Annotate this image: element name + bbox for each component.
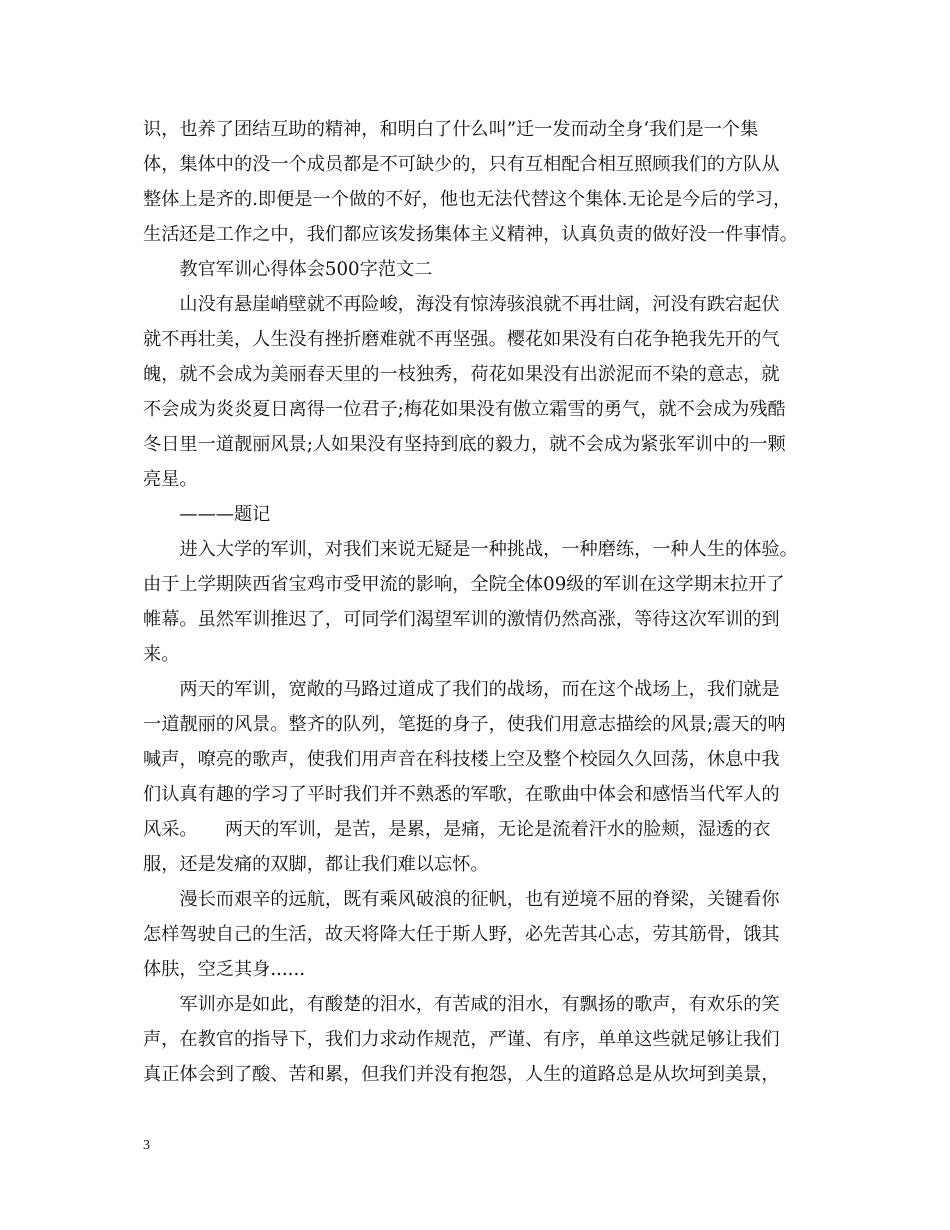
text-line: 体，集体中的没一个成员都是不可缺少的，只有互相配合相互照顾我们的方队从 <box>143 154 780 175</box>
text-line: 由于上学期陕西省宝鸡市受甲流的影响，全院全体09级的军训在这学期末拉开了 <box>143 574 785 595</box>
text-line: 冬日里一道靓丽风景;人如果没有坚持到底的毅力，就不会成为紧张军训中的一颗 <box>143 434 786 455</box>
text-line: 亮星。 <box>143 469 198 490</box>
text-line: 识，也养了团结互助的精神，和明白了什么叫”迁一发而动全身‘我们是一个集 <box>143 119 759 140</box>
text-line: 怎样驾驶自己的生活，故天将降大任于斯人野，必先苦其心志，劳其筋骨，饿其 <box>143 924 780 945</box>
text-line: 就不再壮美，人生没有挫折磨难就不再坚强。樱花如果没有白花争艳我先开的气 <box>143 329 780 350</box>
text-line: ———题记 <box>143 504 271 525</box>
text-line: 声，在教官的指导下，我们力求动作规范，严谨、有序，单单这些就足够让我们 <box>143 1029 780 1050</box>
text-line: 生活还是工作之中，我们都应该发扬集体主义精神，认真负责的做好没一件事情。 <box>143 224 798 245</box>
text-line: 进入大学的军训，对我们来说无疑是一种挑战，一种磨练，一种人生的体验。 <box>143 539 798 560</box>
text-line: 真正体会到了酸、苦和累，但我们并没有抱怨，人生的道路总是从坎坷到美景， <box>143 1064 780 1085</box>
text-line: 一道靓丽的风景。整齐的队列，笔挺的身子，使我们用意志描绘的风景;震天的呐 <box>143 714 786 735</box>
text-line: 整体上是齐的.即便是一个做的不好，他也无法代替这个集体.无论是今后的学习， <box>143 189 792 210</box>
text-line: 魄，就不会成为美丽春天里的一枝独秀，荷花如果没有出淤泥而不染的意志，就 <box>143 364 780 385</box>
text-line: 教官军训心得体会500字范文二 <box>143 259 433 280</box>
text-line: 漫长而艰辛的远航，既有乘风破浪的征帆，也有逆境不屈的脊梁，关键看你 <box>143 889 780 910</box>
text-line: 体肤，空乏其身...... <box>143 959 306 980</box>
text-line: 军训亦是如此，有酸楚的泪水，有苦咸的泪水，有飘扬的歌声，有欢乐的笑 <box>143 994 780 1015</box>
body-text <box>143 112 823 1092</box>
text-line: 两天的军训，宽敞的马路过道成了我们的战场，而在这个战场上，我们就是 <box>143 679 780 700</box>
text-line: 帷幕。虽然军训推迟了，可同学们渴望军训的激情仍然高涨，等待这次军训的到 <box>143 609 780 630</box>
text-line: 不会成为炎炎夏日离得一位君子;梅花如果没有傲立霜雪的勇气，就不会成为残酷 <box>143 399 786 420</box>
text-line: 服，还是发痛的双脚，都让我们难以忘怀。 <box>143 854 489 875</box>
page-number: 3 <box>143 1138 150 1153</box>
text-line: 喊声，嘹亮的歌声，使我们用声音在科技楼上空及整个校园久久回荡，休息中我 <box>143 749 780 770</box>
text-line: 山没有悬崖峭壁就不再险峻，海没有惊涛骇浪就不再壮阔，河没有跌宕起伏 <box>143 294 780 315</box>
text-line: 来。 <box>143 644 180 665</box>
text-line: 风采。 两天的军训，是苦，是累，是痛，无论是流着汗水的脸颊，湿透的衣 <box>143 819 771 840</box>
text-line: 们认真有趣的学习了平时我们并不熟悉的军歌，在歌曲中体会和感悟当代军人的 <box>143 784 780 805</box>
